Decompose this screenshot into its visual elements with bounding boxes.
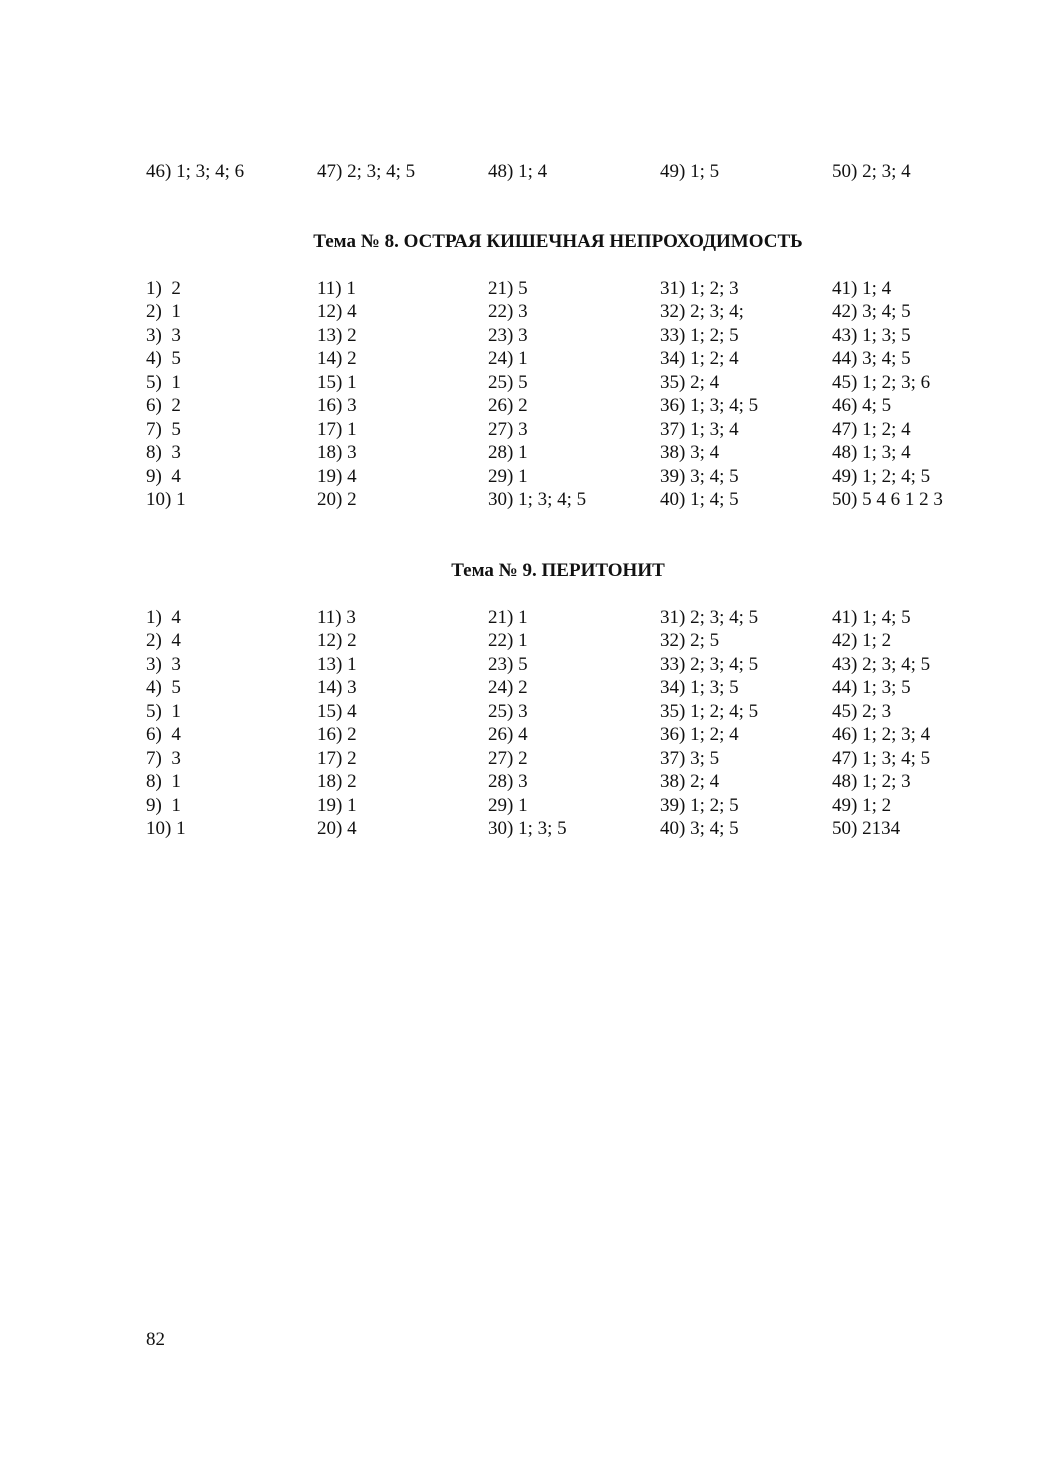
answer-cell: 21) 1 <box>488 607 528 628</box>
table-row <box>146 817 1006 841</box>
answer-cell: 6) 4 <box>146 724 181 745</box>
table-row <box>146 347 1006 371</box>
answer-row-top <box>146 160 1006 184</box>
table-row <box>146 371 1006 395</box>
answer-cell: 38) 2; 4 <box>660 771 720 792</box>
answer-cell: 35) 2; 4 <box>660 372 720 393</box>
answer-cell: 48) 1; 3; 4 <box>832 442 911 463</box>
answer-cell: 49) 1; 5 <box>660 161 720 182</box>
answer-cell: 14) 2 <box>317 348 357 369</box>
answer-cell: 39) 3; 4; 5 <box>660 466 739 487</box>
answer-cell: 40) 3; 4; 5 <box>660 818 739 839</box>
answer-cell: 34) 1; 2; 4 <box>660 348 739 369</box>
answer-cell: 8) 3 <box>146 442 181 463</box>
answer-cell: 16) 2 <box>317 724 357 745</box>
answer-cell: 46) 1; 2; 3; 4 <box>832 724 931 745</box>
answer-cell: 12) 4 <box>317 301 357 322</box>
answer-cell: 45) 2; 3 <box>832 701 892 722</box>
table-row <box>146 277 1006 301</box>
table-row <box>146 629 1006 653</box>
answer-cell: 1) 2 <box>146 278 181 299</box>
answer-cell: 12) 2 <box>317 630 357 651</box>
answer-cell: 19) 4 <box>317 466 357 487</box>
answer-cell: 47) 2; 3; 4; 5 <box>317 161 416 182</box>
answer-cell: 50) 2134 <box>832 818 901 839</box>
answer-cell: 43) 1; 3; 5 <box>832 325 911 346</box>
answer-cell: 2) 4 <box>146 630 181 651</box>
answer-cell: 29) 1 <box>488 466 528 487</box>
answer-cell: 43) 2; 3; 4; 5 <box>832 654 931 675</box>
answer-cell: 7) 3 <box>146 748 181 769</box>
answer-cell: 33) 1; 2; 5 <box>660 325 739 346</box>
answer-cell: 7) 5 <box>146 419 181 440</box>
answer-cell: 31) 1; 2; 3 <box>660 278 739 299</box>
table-row <box>146 794 1006 818</box>
answer-cell: 39) 1; 2; 5 <box>660 795 739 816</box>
answer-cell: 5) 1 <box>146 372 181 393</box>
answer-cell: 50) 2; 3; 4 <box>832 161 911 182</box>
answer-cell: 3) 3 <box>146 325 181 346</box>
answer-cell: 10) 1 <box>146 489 186 510</box>
answer-cell: 14) 3 <box>317 677 357 698</box>
table-row <box>146 700 1006 724</box>
answer-cell: 40) 1; 4; 5 <box>660 489 739 510</box>
answer-cell: 25) 3 <box>488 701 528 722</box>
answer-cell: 36) 1; 3; 4; 5 <box>660 395 759 416</box>
answer-cell: 38) 3; 4 <box>660 442 720 463</box>
answer-cell: 3) 3 <box>146 654 181 675</box>
answer-cell: 49) 1; 2; 4; 5 <box>832 466 931 487</box>
answer-cell: 48) 1; 2; 3 <box>832 771 911 792</box>
answer-cell: 17) 2 <box>317 748 357 769</box>
page-number: 82 <box>146 1329 165 1350</box>
answer-cell: 34) 1; 3; 5 <box>660 677 739 698</box>
answer-cell: 8) 1 <box>146 771 181 792</box>
answer-cell: 30) 1; 3; 5 <box>488 818 567 839</box>
answer-cell: 37) 3; 5 <box>660 748 720 769</box>
answer-cell: 47) 1; 2; 4 <box>832 419 911 440</box>
answer-cell: 27) 3 <box>488 419 528 440</box>
answer-cell: 5) 1 <box>146 701 181 722</box>
answer-cell: 20) 2 <box>317 489 357 510</box>
answer-cell: 46) 1; 3; 4; 6 <box>146 161 245 182</box>
answer-cell: 37) 1; 3; 4 <box>660 419 739 440</box>
answer-cell: 44) 1; 3; 5 <box>832 677 911 698</box>
section-8-title: Тема № 8. ОСТРАЯ КИШЕЧНАЯ НЕПРОХОДИМОСТЬ <box>313 231 803 252</box>
answer-cell: 28) 3 <box>488 771 528 792</box>
table-row <box>146 324 1006 348</box>
table-row <box>146 747 1006 771</box>
table-row <box>146 606 1006 630</box>
answer-cell: 16) 3 <box>317 395 357 416</box>
answer-cell: 35) 1; 2; 4; 5 <box>660 701 759 722</box>
answer-cell: 41) 1; 4 <box>832 278 892 299</box>
answer-cell: 26) 2 <box>488 395 528 416</box>
answer-cell: 15) 4 <box>317 701 357 722</box>
table-row <box>146 300 1006 324</box>
table-row <box>146 465 1006 489</box>
answer-cell: 11) 1 <box>317 278 356 299</box>
answer-cell: 20) 4 <box>317 818 357 839</box>
answer-cell: 24) 2 <box>488 677 528 698</box>
answer-cell: 9) 4 <box>146 466 181 487</box>
answer-cell: 24) 1 <box>488 348 528 369</box>
answer-cell: 26) 4 <box>488 724 528 745</box>
answer-cell: 25) 5 <box>488 372 528 393</box>
answer-cell: 27) 2 <box>488 748 528 769</box>
answer-cell: 42) 1; 2 <box>832 630 892 651</box>
answer-cell: 23) 3 <box>488 325 528 346</box>
answer-cell: 17) 1 <box>317 419 357 440</box>
answer-cell: 23) 5 <box>488 654 528 675</box>
answer-cell: 49) 1; 2 <box>832 795 892 816</box>
answer-cell: 13) 1 <box>317 654 357 675</box>
answer-cell: 46) 4; 5 <box>832 395 892 416</box>
answer-cell: 13) 2 <box>317 325 357 346</box>
answer-cell: 33) 2; 3; 4; 5 <box>660 654 759 675</box>
answer-cell: 18) 3 <box>317 442 357 463</box>
answer-cell: 50) 5 4 6 1 2 3 <box>832 489 943 510</box>
answer-cell: 28) 1 <box>488 442 528 463</box>
answer-cell: 32) 2; 3; 4; <box>660 301 744 322</box>
answer-cell: 29) 1 <box>488 795 528 816</box>
answer-cell: 42) 3; 4; 5 <box>832 301 911 322</box>
answer-cell: 10) 1 <box>146 818 186 839</box>
answer-cell: 41) 1; 4; 5 <box>832 607 911 628</box>
answer-cell: 1) 4 <box>146 607 181 628</box>
table-row <box>146 653 1006 677</box>
answer-cell: 21) 5 <box>488 278 528 299</box>
answer-cell: 22) 1 <box>488 630 528 651</box>
table-row <box>146 770 1006 794</box>
answer-cell: 4) 5 <box>146 677 181 698</box>
table-row <box>146 488 1006 512</box>
answer-cell: 18) 2 <box>317 771 357 792</box>
table-row <box>146 723 1006 747</box>
answer-cell: 11) 3 <box>317 607 356 628</box>
answer-cell: 15) 1 <box>317 372 357 393</box>
answer-cell: 30) 1; 3; 4; 5 <box>488 489 587 510</box>
answer-cell: 36) 1; 2; 4 <box>660 724 739 745</box>
answer-cell: 32) 2; 5 <box>660 630 720 651</box>
answer-cell: 19) 1 <box>317 795 357 816</box>
answer-cell: 2) 1 <box>146 301 181 322</box>
answer-cell: 45) 1; 2; 3; 6 <box>832 372 931 393</box>
table-row <box>146 394 1006 418</box>
answer-cell: 31) 2; 3; 4; 5 <box>660 607 759 628</box>
table-row <box>146 418 1006 442</box>
answer-cell: 48) 1; 4 <box>488 161 548 182</box>
answer-cell: 4) 5 <box>146 348 181 369</box>
section-9-title: Тема № 9. ПЕРИТОНИТ <box>451 560 665 581</box>
answer-cell: 22) 3 <box>488 301 528 322</box>
answer-cell: 47) 1; 3; 4; 5 <box>832 748 931 769</box>
answer-cell: 44) 3; 4; 5 <box>832 348 911 369</box>
table-row <box>146 676 1006 700</box>
table-row <box>146 441 1006 465</box>
answer-cell: 6) 2 <box>146 395 181 416</box>
answer-cell: 9) 1 <box>146 795 181 816</box>
